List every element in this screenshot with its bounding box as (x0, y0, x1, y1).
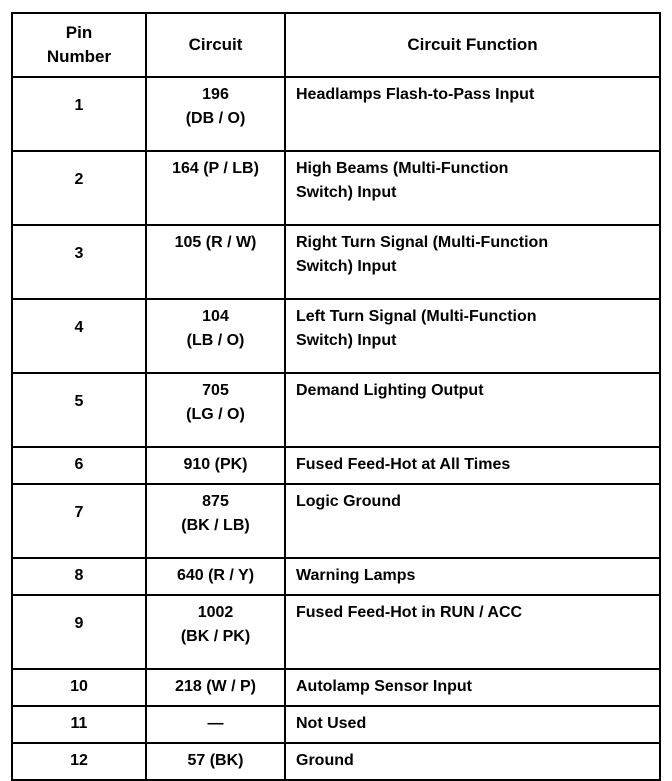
function-function-line1: High Beams (Multi-Function (296, 160, 509, 177)
circuit-function-cell (285, 447, 660, 484)
function-function-line1: Left Turn Signal (Multi-Function (296, 308, 537, 325)
circuit-circuit-line1: 875 (202, 493, 229, 510)
table-row (12, 373, 660, 447)
circuit-cell (146, 669, 285, 706)
circuit-cell (146, 373, 285, 447)
circuit-function-cell (285, 225, 660, 299)
circuit-circuit-line1: 104 (202, 308, 229, 325)
table-row (12, 595, 660, 669)
table-row (12, 743, 660, 780)
table-row (12, 151, 660, 225)
pin-number-cell: 10 (12, 669, 146, 706)
function-function-line1: Fused Feed-Hot in RUN / ACC (296, 604, 523, 621)
circuit-circuit-line1: 640 (R / Y) (176, 567, 255, 584)
function-function-line1: Ground (296, 752, 354, 769)
function-function-line1: Not Used (296, 715, 367, 732)
circuit-circuit-line2: (DB / O) (185, 110, 246, 127)
circuit-function-cell (285, 77, 660, 151)
pin-table (11, 12, 661, 781)
pin-number-cell: 1 (12, 77, 146, 151)
pin-number-cell: 9 (12, 595, 146, 669)
circuit-function-cell (285, 484, 660, 558)
circuit-cell (146, 743, 285, 780)
circuit-cell (146, 447, 285, 484)
function-function-line1: Fused Feed-Hot at All Times (296, 456, 511, 473)
circuit-function-cell (285, 669, 660, 706)
function-function-line2: Switch) Input (296, 332, 397, 349)
circuit-function-cell (285, 558, 660, 595)
circuit-cell (146, 299, 285, 373)
table-row (12, 669, 660, 706)
circuit-function-cell (285, 743, 660, 780)
circuit-cell (146, 595, 285, 669)
table-row (12, 447, 660, 484)
pin-number-cell: 4 (12, 299, 146, 373)
table-row (12, 706, 660, 743)
table-row (12, 225, 660, 299)
circuit-circuit-line1: 705 (202, 382, 229, 399)
pin-number-cell: 8 (12, 558, 146, 595)
circuit-circuit-line2: (BK / LB) (181, 517, 250, 534)
table-row (12, 484, 660, 558)
table-row (12, 558, 660, 595)
function-function-line1: Logic Ground (296, 493, 401, 510)
pin-number-cell: 2 (12, 151, 146, 225)
function-function-line2: Switch) Input (296, 258, 397, 275)
circuit-cell (146, 706, 285, 743)
circuit-function-cell (285, 373, 660, 447)
pin-number-cell: 12 (12, 743, 146, 780)
pin-number-cell: 3 (12, 225, 146, 299)
function-function-line1: Warning Lamps (296, 567, 416, 584)
function-function-line1: Autolamp Sensor Input (296, 678, 472, 695)
circuit-circuit-line1: 105 (R / W) (174, 234, 257, 251)
circuit-circuit-line1: 57 (BK) (187, 752, 244, 769)
header-row (12, 13, 660, 77)
circuit-function-cell (285, 595, 660, 669)
circuit-function-cell (285, 706, 660, 743)
circuit-circuit-line2: (LG / O) (186, 406, 245, 423)
header-circuit: Circuit (146, 13, 285, 77)
circuit-function-cell (285, 151, 660, 225)
circuit-circuit-line1: 910 (PK) (183, 456, 248, 473)
circuit-cell (146, 77, 285, 151)
table-row (12, 299, 660, 373)
function-function-line1: Demand Lighting Output (296, 382, 484, 399)
circuit-circuit-line2: (BK / PK) (180, 628, 251, 645)
circuit-circuit-line1: 1002 (197, 604, 234, 621)
function-function-line2: Switch) Input (296, 184, 397, 201)
pin-number-cell: 7 (12, 484, 146, 558)
circuit-cell (146, 558, 285, 595)
header-circuit-function: Circuit Function (285, 13, 660, 77)
header-pin-number (12, 13, 146, 77)
header-pin-line2: Number (46, 47, 112, 66)
circuit-circuit-line1: 218 (W / P) (175, 678, 256, 695)
circuit-function-cell (285, 299, 660, 373)
circuit-circuit-line2: (LB / O) (186, 332, 245, 349)
function-function-line1: Right Turn Signal (Multi-Function (296, 234, 549, 251)
circuit-circuit-line1: — (207, 715, 224, 732)
circuit-circuit-line1: 196 (202, 86, 229, 103)
table-row (12, 77, 660, 151)
pin-number-cell: 11 (12, 706, 146, 743)
circuit-cell (146, 225, 285, 299)
circuit-cell (146, 484, 285, 558)
function-function-line1: Headlamps Flash-to-Pass Input (296, 86, 535, 103)
pin-number-cell: 5 (12, 373, 146, 447)
circuit-cell (146, 151, 285, 225)
circuit-circuit-line1: 164 (P / LB) (172, 160, 259, 177)
pin-number-cell: 6 (12, 447, 146, 484)
header-pin-line1: Pin (65, 23, 93, 42)
